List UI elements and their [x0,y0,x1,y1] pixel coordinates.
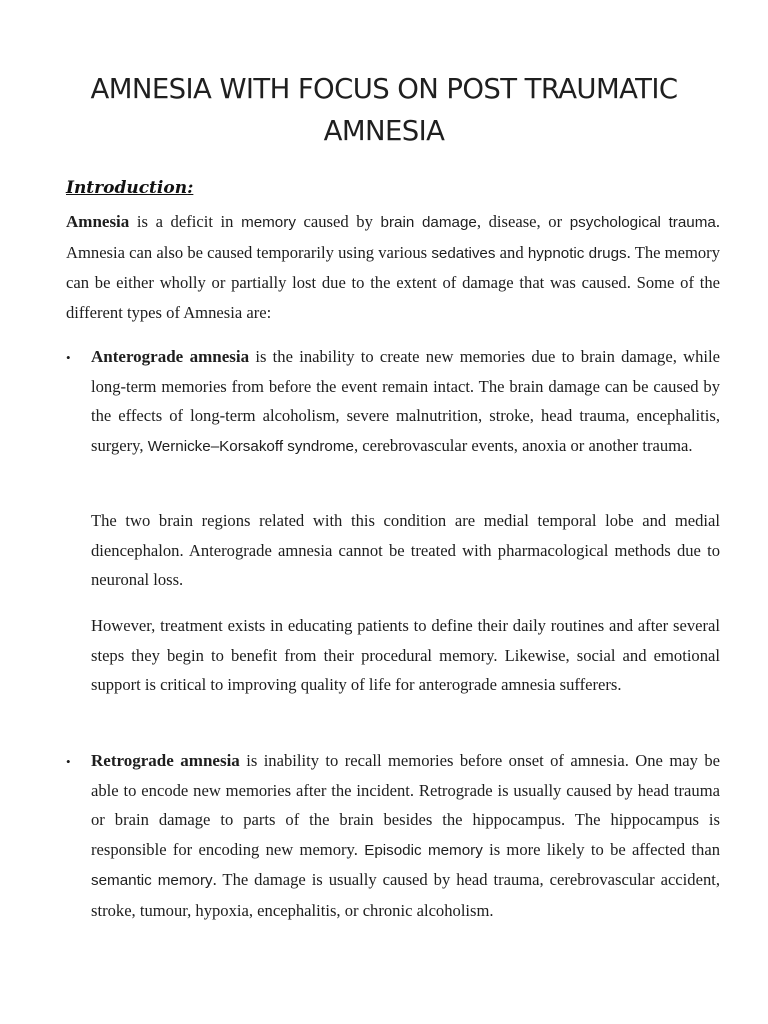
intro-text-2: caused by [295,212,381,231]
intro-text-1: is a deficit in [129,212,242,231]
bullet-icon: • [66,350,71,365]
anterograde-paragraph-2: The two brain regions related with this condition are medial temporal lobe and medial diencephalon. Anterograde amnesia cannot be treated with pharmacological methods due to neuronal loss. [91,511,720,589]
anterograde-text-2: , cerebrovascular events, anoxia or another trauma. [353,435,693,455]
term-retrograde-amnesia: Retrograde amnesia [91,751,240,770]
link-brain-damage: brain damage [380,214,477,231]
link-psychological-trauma: psychological trauma [569,214,716,231]
document-title: AMNESIA WITH FOCUS ON POST TRAUMATIC AMNESIA [90,73,678,147]
anterograde-text-1: is the inability to create new memories due to brain damage, while long-term memories from before the event remain intact. The brain damage can be caused by the effects of long-term alcoholism, severe malnutrition, stroke, head trauma, encephalitis, surgery, [91,347,720,455]
retrograde-text-1: is inability to recall memories before onset of amnesia. One may be able to encode new memories after the incident. Retrograde is usually caused by head trauma or brain damage to parts of the brain besides the hippocampus. The hippocampus is responsible for encoding new memory. [91,751,720,859]
intro-heading-colon: : [187,178,194,198]
link-memory: memory [241,214,296,231]
link-episodic-memory: Episodic memory [364,841,483,859]
term-anterograde-amnesia: Anterograde amnesia [91,347,250,366]
retrograde-text-3: . The damage is usually caused by head trauma, cerebrovascular accident, stroke, tumour, hypoxia, encephalitis, or chronic alcoholism. [91,870,720,920]
intro-text-4: . Amnesia can also be caused temporarily using various [66,212,721,262]
link-sedatives: sedatives [431,244,496,262]
intro-text-5: and [495,242,528,262]
retrograde-paragraph [91,746,720,925]
term-amnesia: Amnesia [66,212,130,231]
intro-text-6: . The memory can be either wholly or partially lost due to the extent of damage that was caused. Some of the different types of Amnesia are: [66,242,720,322]
anterograde-paragraph-3: However, treatment exists in educating patients to define their daily routines and after several steps they begin to benefit from their procedural memory. Likewise, social and emotional support is critical to improving quality of life for anterograde amnesia sufferers. [91,616,720,694]
intro-heading-text: Introduction [66,178,188,198]
intro-text-3: , disease, or [476,212,570,231]
link-semantic-memory: semantic memory [91,872,213,889]
retrograde-text-2: is more likely to be affected than [482,839,720,859]
anterograde-paragraph [91,342,720,461]
intro-paragraph [66,207,720,327]
link-wernicke-korsakoff: Wernicke–Korsakoff syndrome [147,437,354,455]
intro-heading [66,178,193,198]
bullet-icon: • [66,754,71,769]
link-hypnotic-drugs: hypnotic drugs [527,244,627,262]
